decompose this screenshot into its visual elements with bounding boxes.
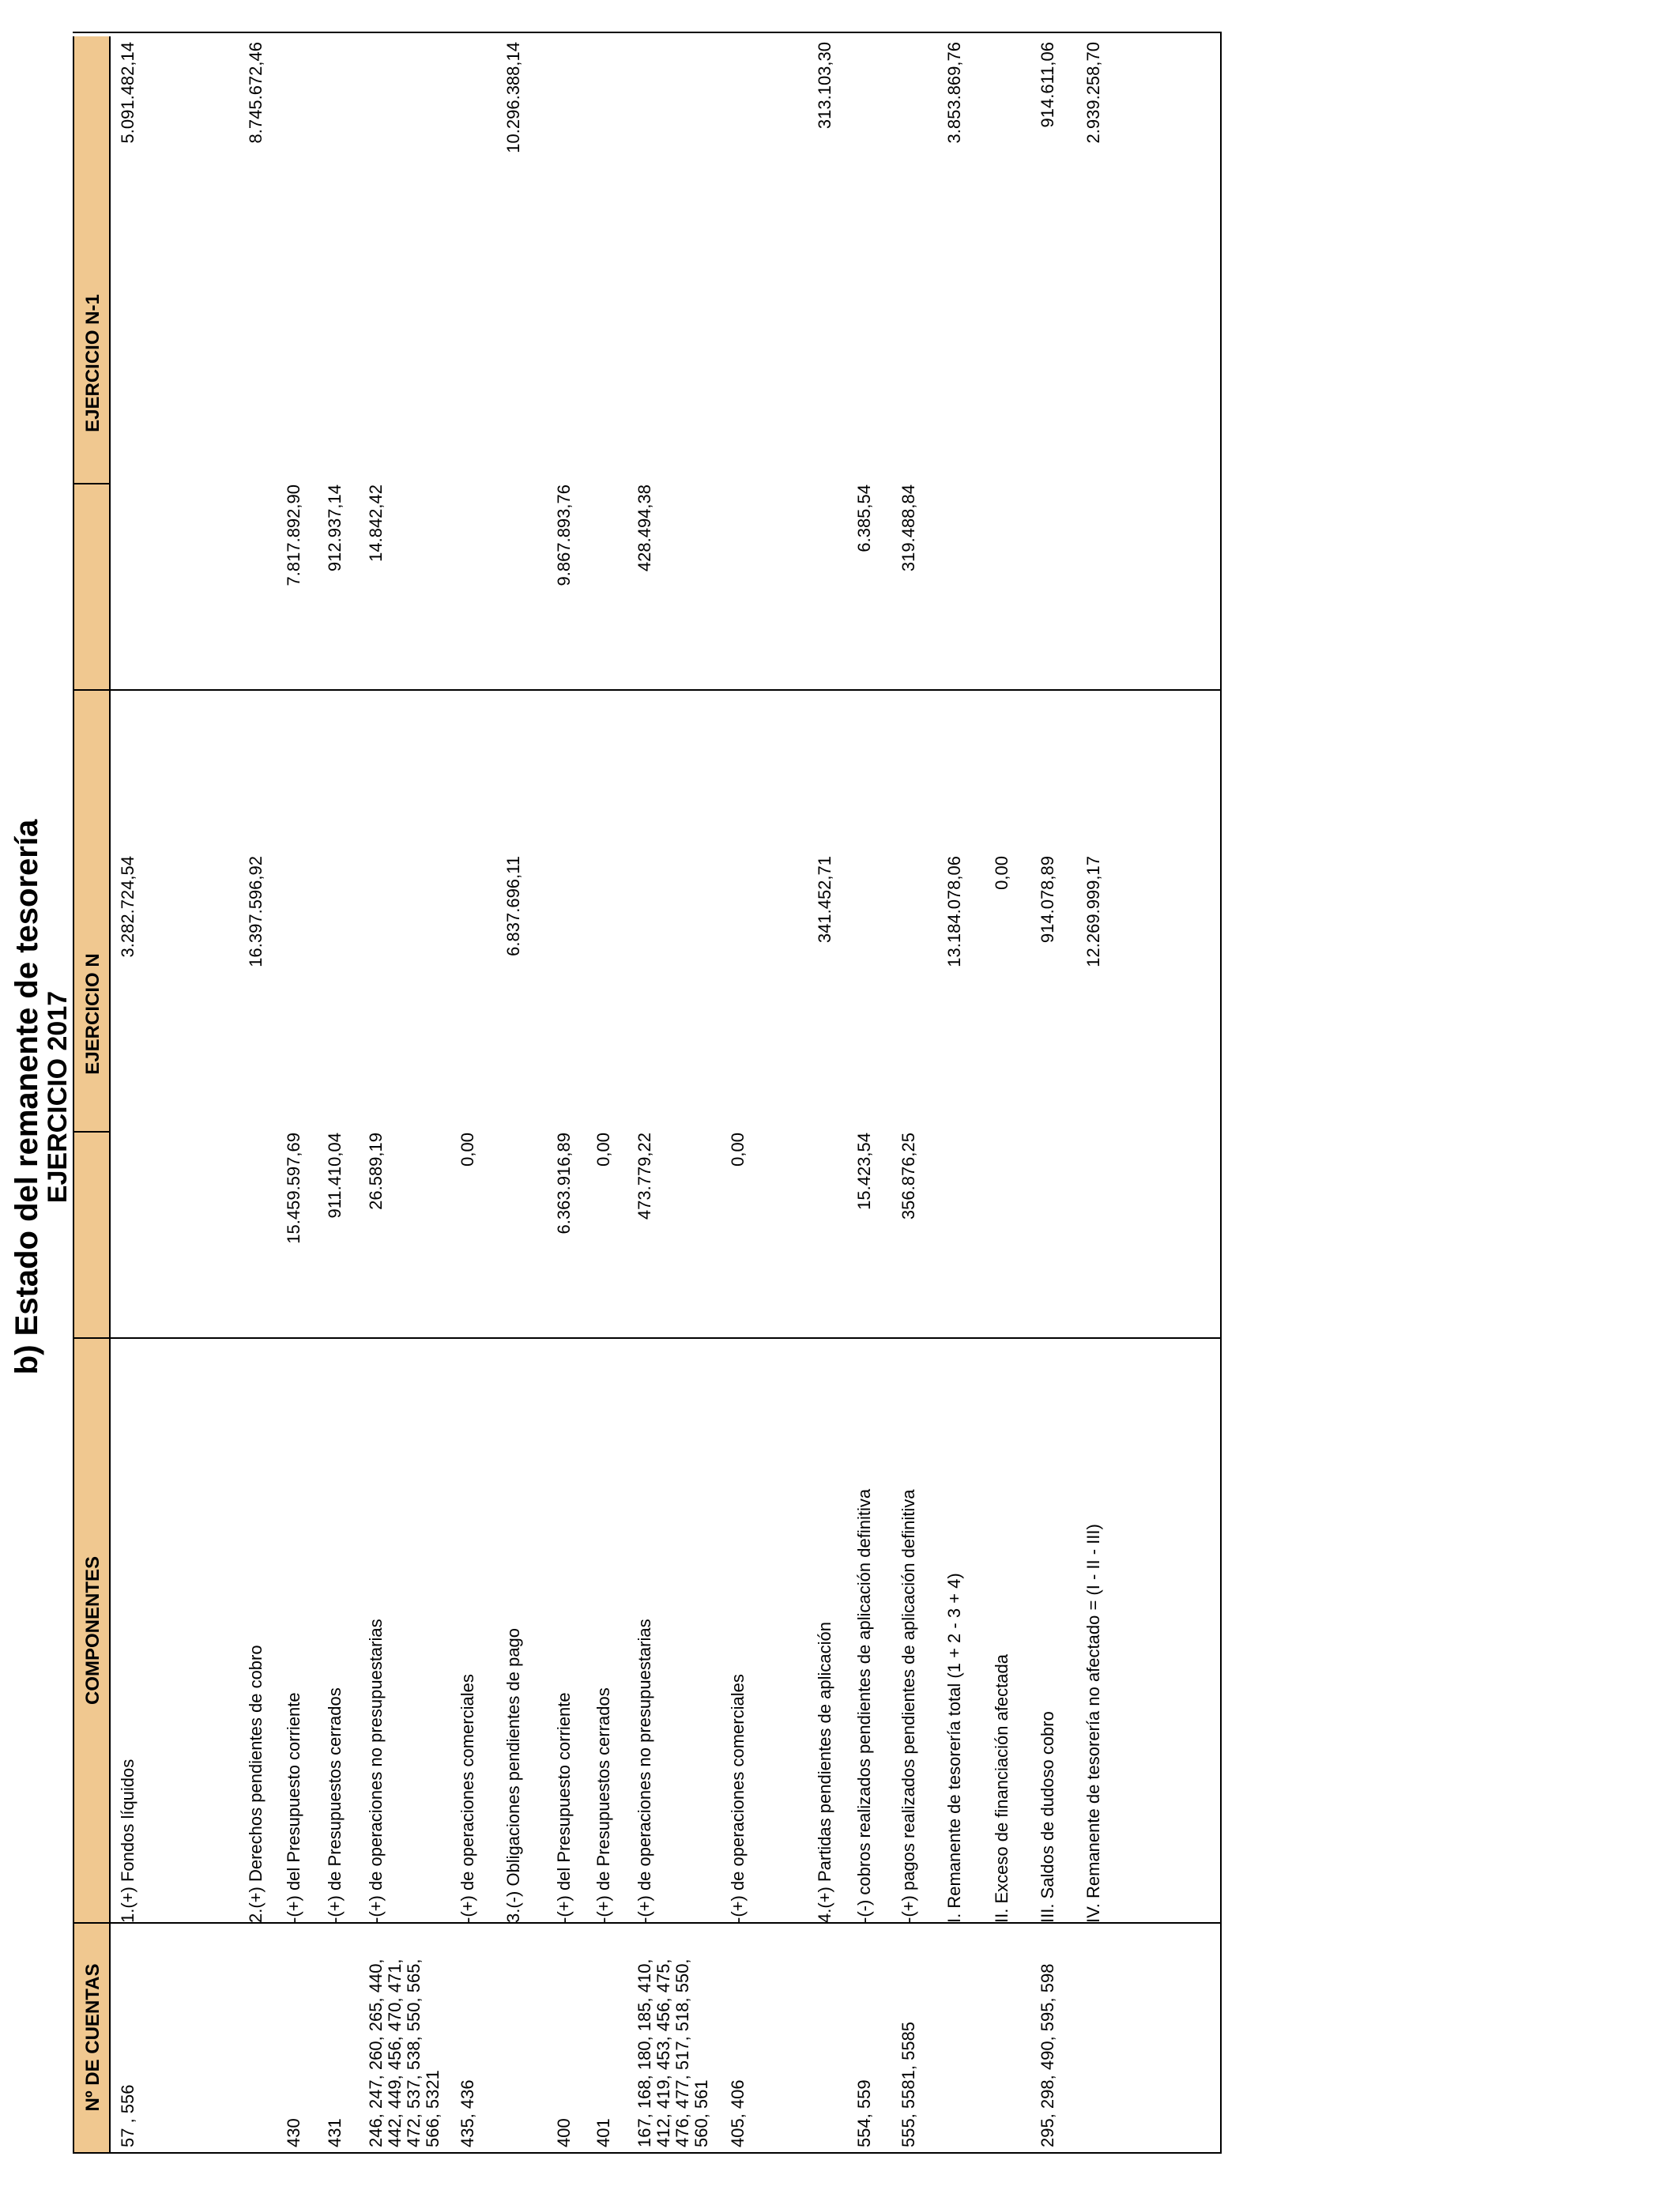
report-title: b) Estado del remanente de tesorería xyxy=(9,819,44,1375)
cell-n1-total: 2.939.258,70 xyxy=(1083,42,1103,144)
cell-componente: -(+) de operaciones no presupuestarias xyxy=(635,1619,654,1923)
cell-componente: II. Exceso de financiación afectada xyxy=(992,1654,1011,1923)
cell-n-total: 3.282.724,54 xyxy=(118,856,137,958)
cell-n-total: 13.184.078,06 xyxy=(944,856,964,967)
cell-n1-total: 313.103,30 xyxy=(815,42,834,130)
cell-n1-detalle: 9.867.893,76 xyxy=(554,484,574,586)
cell-cuentas: 555, 5581, 5585 xyxy=(898,2021,918,2147)
cell-cuentas: 400 xyxy=(554,2118,574,2147)
cell-cuentas: 246, 247, 260, 265, 440, 442, 449, 456, 470, 471, 472, 537, 538, 550, 565, 566, 5321 xyxy=(366,1958,443,2147)
cell-componente: -(-) cobros realizados pendientes de aplicación definitiva xyxy=(854,1488,874,1923)
report-subtitle: EJERCICIO 2017 xyxy=(43,990,73,1204)
cell-componente: 4.(+) Partidas pendientes de aplicación xyxy=(815,1622,834,1923)
cell-componente: 1.(+) Fondos líquidos xyxy=(118,1759,137,1923)
cell-cuentas: 405, 406 xyxy=(728,2079,748,2147)
cell-n-total: 6.837.696,11 xyxy=(503,856,523,956)
cell-componente: I. Remanente de tesorería total (1 + 2 - 3 + 4) xyxy=(944,1573,964,1923)
cell-cuentas: 431 xyxy=(325,2118,345,2147)
cell-componente: -(+) de operaciones no presupuestarias xyxy=(366,1619,386,1923)
cell-componente: IV. Remanente de tesorería no afectado = (I - II - III) xyxy=(1083,1524,1103,1923)
cell-n1-total: 10.296.388,14 xyxy=(503,42,523,153)
cell-cuentas: 167, 168, 180, 185, 410, 412, 419, 453, 456, 475, 476, 477, 517, 518, 550, 560, 561 xyxy=(635,1958,711,2147)
cell-cuentas: 430 xyxy=(284,2118,303,2147)
cell-n-detalle: 0,00 xyxy=(593,1133,613,1167)
cell-n-detalle: 15.423,54 xyxy=(854,1133,874,1210)
cell-n-detalle: 356.876,25 xyxy=(898,1133,918,1220)
cell-n-detalle: 6.363.916,89 xyxy=(554,1133,574,1235)
cell-n1-detalle: 319.488,84 xyxy=(898,484,918,572)
cell-n-detalle: 26.589,19 xyxy=(366,1133,386,1210)
cell-n1-total: 3.853.869,76 xyxy=(944,42,964,144)
cell-n-detalle: 911.410,04 xyxy=(325,1133,345,1219)
cell-componente: -(+) del Presupuesto corriente xyxy=(284,1692,303,1923)
cell-cuentas: 435, 436 xyxy=(458,2079,477,2147)
cell-n1-detalle: 912.937,14 xyxy=(325,484,345,572)
header-ejercicio-n: EJERCICIO N xyxy=(73,690,111,1338)
header-cuentas: Nº DE CUENTAS xyxy=(73,1923,111,2152)
cell-componente: -(+) pagos realizados pendientes de aplicación definitiva xyxy=(898,1489,918,1923)
cell-n-detalle: 473.779,22 xyxy=(635,1133,654,1220)
header-ejercicio-n1: EJERCICIO N-1 xyxy=(73,36,111,690)
header-componentes: COMPONENTES xyxy=(73,1338,111,1923)
cell-n1-total: 8.745.672,46 xyxy=(246,42,266,144)
cell-n-total: 341.452,71 xyxy=(815,856,834,944)
cell-componente: -(+) de operaciones comerciales xyxy=(458,1674,477,1923)
cell-componente: 3.(-) Obligaciones pendientes de pago xyxy=(503,1627,523,1923)
cell-n-total: 16.397.596,92 xyxy=(246,856,266,967)
cell-cuentas: 554, 559 xyxy=(854,2079,874,2147)
cell-n1-total: 5.091.482,14 xyxy=(118,42,137,144)
cell-n1-detalle: 6.385,54 xyxy=(854,484,874,552)
cell-n-detalle: 15.459.597,69 xyxy=(284,1133,303,1244)
cell-cuentas: 401 xyxy=(593,2118,613,2147)
cell-n-total: 914.078,89 xyxy=(1038,856,1057,944)
cell-n1-detalle: 7.817.892,90 xyxy=(284,484,303,586)
cell-n-total: 0,00 xyxy=(992,856,1011,890)
cell-cuentas: 57 , 556 xyxy=(118,2084,137,2147)
divider-n1-detail xyxy=(73,483,111,484)
cell-n1-detalle: 14.842,42 xyxy=(366,484,386,562)
cell-n-detalle: 0,00 xyxy=(458,1133,477,1167)
cell-n-total: 12.269.999,17 xyxy=(1083,856,1103,967)
cell-cuentas: 295, 298, 490, 595, 598 xyxy=(1038,1963,1057,2147)
cell-componente: -(+) de operaciones comerciales xyxy=(728,1674,748,1923)
cell-componente: 2.(+) Derechos pendientes de cobro xyxy=(246,1645,266,1923)
cell-n1-detalle: 428.494,38 xyxy=(635,484,654,572)
divider-n-detail xyxy=(73,1131,111,1133)
cell-n1-total: 914.611,06 xyxy=(1038,42,1057,128)
cell-componente: -(+) de Presupuestos cerrados xyxy=(325,1687,345,1923)
cell-componente: -(+) del Presupuesto corriente xyxy=(554,1692,574,1923)
remanente-table xyxy=(73,32,1222,2154)
cell-componente: III. Saldos de dudoso cobro xyxy=(1038,1711,1057,1923)
cell-componente: -(+) de Presupuestos cerrados xyxy=(593,1687,613,1923)
cell-n-detalle: 0,00 xyxy=(728,1133,748,1167)
